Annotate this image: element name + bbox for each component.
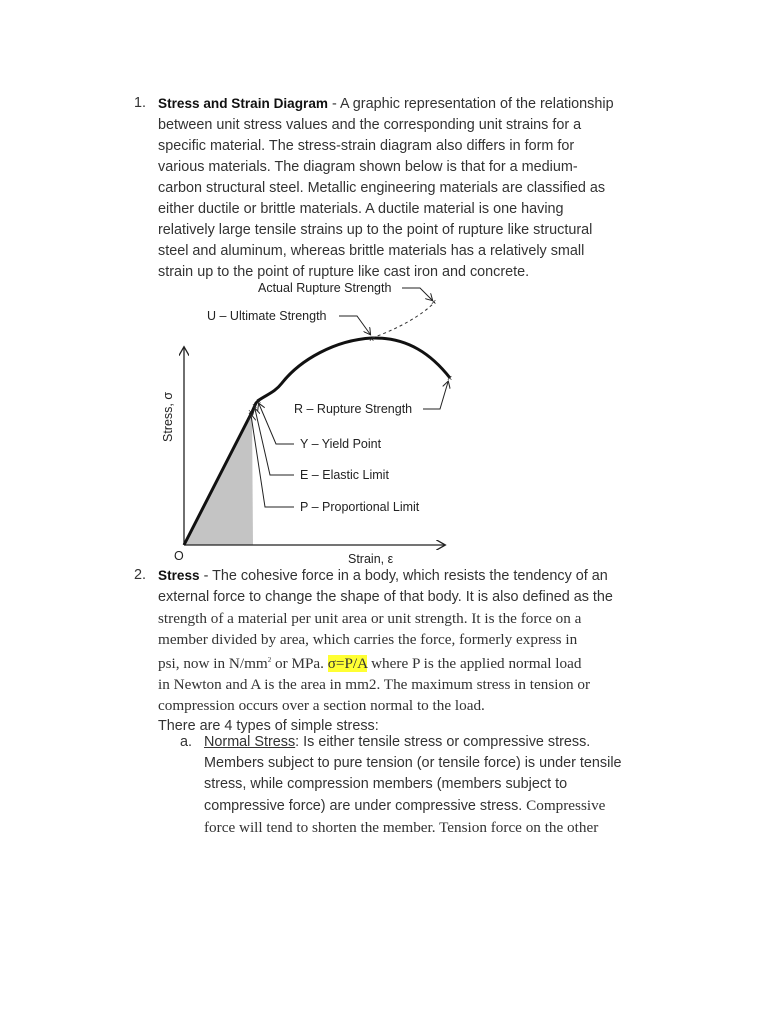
item-term: Stress and Strain Diagram xyxy=(158,96,328,111)
text-span: Compressive xyxy=(522,797,606,814)
sub-item-text xyxy=(204,732,704,838)
text-line: between unit stress values and the corresponding unit strains for a xyxy=(158,117,582,133)
label-proportional: P – Proportional Limit xyxy=(300,500,420,514)
text-line: strength of a material per unit area or unit strength. It is the force on a xyxy=(158,610,582,627)
leader-proportional xyxy=(251,415,294,507)
leader-ultimate xyxy=(339,316,370,334)
text-line: specific material. The stress-strain diagram also differs in form for xyxy=(158,138,575,154)
stress-formula-highlight: σ=P/A xyxy=(327,655,368,673)
item-text xyxy=(158,93,698,283)
text-span: or MPa. xyxy=(271,655,328,673)
list-number: 1. xyxy=(134,95,147,111)
text-line xyxy=(158,650,698,674)
list-number: 2. xyxy=(134,567,147,583)
item-term: Stress xyxy=(158,568,200,583)
separator: - xyxy=(327,96,340,112)
yield-marker: × xyxy=(256,396,262,406)
superscript: 2 xyxy=(267,656,272,664)
text-line: Members subject to pure tension (or tensile force) is under tensile xyxy=(204,755,622,771)
text-line: external force to change the shape of that body. It is also defined as the xyxy=(158,589,613,605)
text-line: stress, while compression members (members subject to xyxy=(204,776,568,792)
rupture-marker: × xyxy=(447,373,453,383)
text-line: strain up to the point of rupture like cast iron and concrete. xyxy=(158,264,530,280)
x-axis-label: Strain, ε xyxy=(348,552,394,566)
text-line: A graphic representation of the relationship xyxy=(339,96,614,112)
stress-strain-diagram xyxy=(150,276,480,568)
leader-actual-rupture xyxy=(402,288,432,300)
elastic-marker: × xyxy=(252,401,258,411)
text-line: steel and aluminum, whereas brittle materials has a relatively small xyxy=(158,243,585,259)
text-span: : Is either tensile stress or compressive stress. xyxy=(295,734,591,750)
text-line: various materials. The diagram shown below is that for a medium- xyxy=(158,159,578,175)
label-rupture: R – Rupture Strength xyxy=(294,402,413,416)
leader-yield xyxy=(259,404,294,444)
origin-label: O xyxy=(174,549,184,563)
separator: - xyxy=(199,568,213,584)
text-line xyxy=(204,795,704,817)
actual-rupture-marker: × xyxy=(431,297,437,307)
label-yield: Y – Yield Point xyxy=(300,437,382,451)
label-elastic: E – Elastic Limit xyxy=(300,468,389,482)
text-line: compression occurs over a section normal to the load. xyxy=(158,697,485,715)
actual-curve-dashed xyxy=(372,302,435,338)
text-line: member divided by area, which carries the force, formerly express in xyxy=(158,631,578,648)
text-line: The cohesive force in a body, which resists the tendency of an xyxy=(212,568,608,584)
leader-rupture xyxy=(423,382,448,409)
ultimate-marker: × xyxy=(369,334,375,344)
leader-elastic xyxy=(255,409,294,475)
text-line: relatively large tensile strains up to the point of rupture like structural xyxy=(158,222,593,238)
label-actual-rupture: Actual Rupture Strength xyxy=(258,281,392,295)
text-line: either ductile or brittle materials. A ductile material is one having xyxy=(158,201,564,217)
text-span: psi, now in N/mm xyxy=(158,655,268,673)
text-line: There are 4 types of simple stress: xyxy=(158,718,379,735)
text-line: in Newton and A is the area in mm2. The maximum stress in tension or xyxy=(158,676,591,694)
proportional-marker: × xyxy=(248,407,254,417)
item-text xyxy=(158,565,698,737)
text-line: carbon structural steel. Metallic engineering materials are classified as xyxy=(158,180,606,196)
sub-letter: a. xyxy=(180,734,193,750)
label-ultimate: U – Ultimate Strength xyxy=(207,309,327,323)
text-span: where P is the applied normal load xyxy=(367,655,582,673)
text-span: compressive force) are under compressive stress. xyxy=(204,798,523,814)
sub-term: Normal Stress xyxy=(204,734,296,750)
y-axis-label: Stress, σ xyxy=(161,391,175,442)
text-line: force will tend to shorten the member. Tension force on the other xyxy=(204,819,599,836)
